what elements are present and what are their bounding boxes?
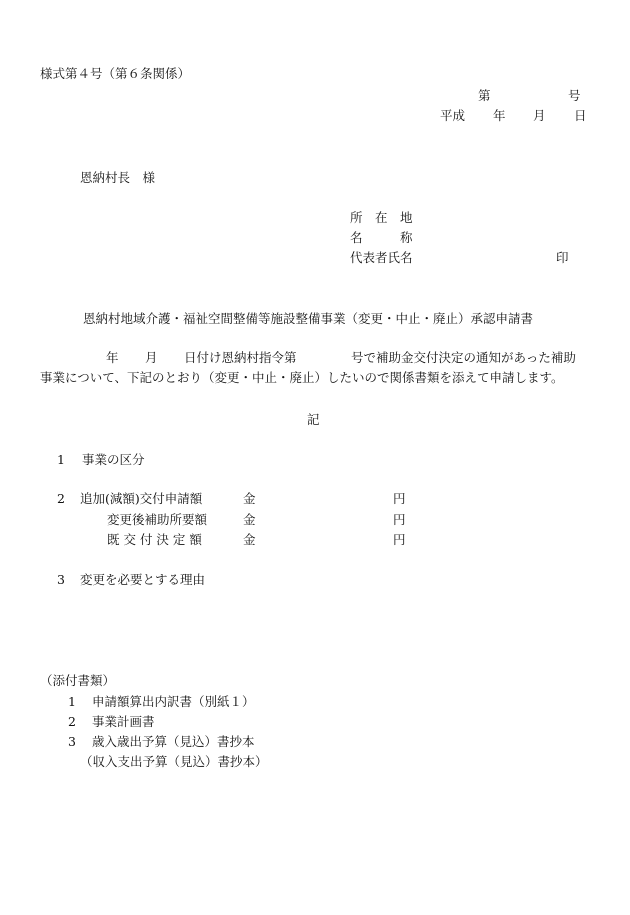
item2-row3-label: 既 交 付 決 定 額	[107, 532, 202, 547]
item1-label: 事業の区分	[82, 452, 145, 467]
item1-number: 1	[57, 452, 65, 467]
name-label: 名 称	[350, 230, 413, 245]
date-month: 月	[533, 108, 546, 123]
item2-row2-kin: 金	[243, 512, 256, 527]
attachment-3-text: 歳入歳出予算（見込）書抄本	[92, 734, 255, 749]
item2-row2-yen: 円	[393, 512, 406, 527]
form-number: 様式第４号（第６条関係）	[40, 66, 191, 81]
body-line1-text2: 号で補助金交付決定の通知があった補助	[351, 350, 576, 365]
addressee: 恩納村長 様	[80, 170, 156, 185]
date-day: 日	[574, 108, 587, 123]
item2-row2-label: 変更後補助所要額	[107, 512, 208, 527]
attachment-2-text: 事業計画書	[92, 714, 155, 729]
body-year: 年	[106, 350, 119, 365]
doc-number-prefix: 第	[478, 88, 491, 103]
item2-number: 2	[57, 491, 65, 506]
item3-number: 3	[57, 572, 65, 587]
item3-label: 変更を必要とする理由	[80, 572, 206, 587]
date-year: 年	[493, 108, 506, 123]
attachment-3-sub: （収入支出予算（見込）書抄本）	[80, 754, 268, 769]
doc-number-suffix: 号	[568, 88, 581, 103]
representative-label: 代表者氏名	[350, 250, 413, 265]
seal-mark: 印	[556, 250, 569, 265]
item2-row1-kin: 金	[243, 491, 256, 506]
ki-heading: 記	[307, 412, 320, 427]
item2-row3-kin: 金	[243, 532, 256, 547]
body-month: 月	[145, 350, 158, 365]
body-line1-text: 日付け恩納村指令第	[184, 350, 297, 365]
attachment-2-number: 2	[68, 714, 76, 729]
document-title: 恩納村地域介護・福祉空間整備等施設整備事業（変更・中止・廃止）承認申請書	[83, 311, 534, 326]
attachment-3-number: 3	[68, 734, 76, 749]
attachment-1-number: 1	[68, 694, 76, 709]
item2-row1-label: 追加(減額)交付申請額	[80, 491, 203, 506]
item2-row1-yen: 円	[393, 491, 406, 506]
body-line2: 事業について、下記のとおり（変更・中止・廃止）したいので関係書類を添えて申請します。	[40, 370, 564, 385]
date-era: 平成	[440, 108, 466, 123]
attachment-1-text: 申請額算出内訳書（別紙１）	[92, 694, 255, 709]
address-label: 所 在 地	[350, 210, 413, 225]
item2-row3-yen: 円	[393, 532, 406, 547]
attachments-heading: （添付書類）	[40, 673, 116, 688]
